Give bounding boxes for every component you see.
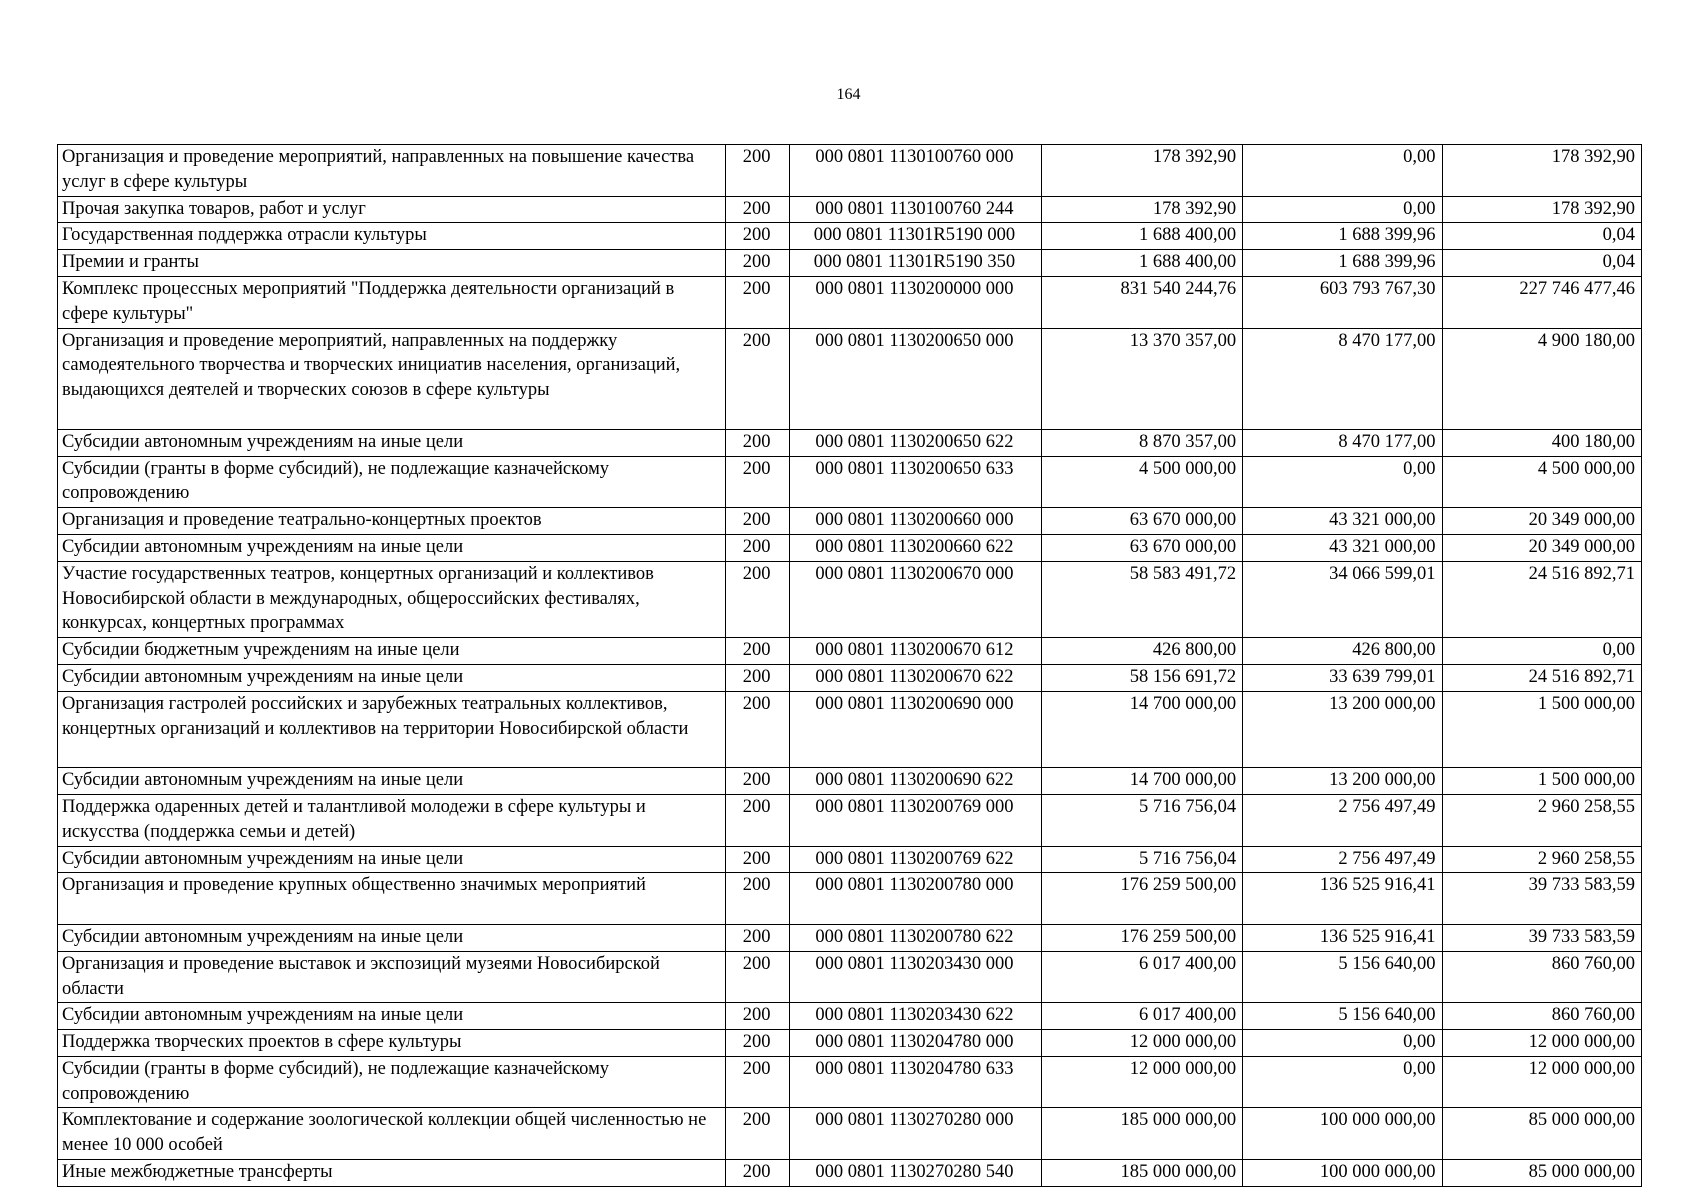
approved-amount-cell: 1 688 400,00 <box>1041 223 1243 250</box>
budget-classification-code-cell: 000 0801 1130100760 244 <box>790 196 1041 223</box>
approved-amount-cell: 58 583 491,72 <box>1041 561 1243 637</box>
unexecuted-amount-cell: 1 500 000,00 <box>1442 768 1641 795</box>
executed-amount-cell: 0,00 <box>1243 145 1442 197</box>
approved-amount-cell: 63 670 000,00 <box>1041 534 1243 561</box>
unexecuted-amount-cell: 860 760,00 <box>1442 1003 1641 1030</box>
table-row <box>58 794 1642 846</box>
unexecuted-amount-cell: 12 000 000,00 <box>1442 1030 1641 1057</box>
table-row <box>58 664 1642 691</box>
executed-amount-cell: 8 470 177,00 <box>1243 328 1442 429</box>
unexecuted-amount-cell: 12 000 000,00 <box>1442 1056 1641 1108</box>
budget-classification-code-cell: 000 0801 1130200650 622 <box>790 429 1041 456</box>
expense-name-cell: Субсидии бюджетным учреждениям на иные цели <box>58 638 726 665</box>
table-row <box>58 1160 1642 1187</box>
administrator-code-cell: 200 <box>725 508 789 535</box>
unexecuted-amount-cell: 227 746 477,46 <box>1442 276 1641 328</box>
executed-amount-cell: 43 321 000,00 <box>1243 508 1442 535</box>
approved-amount-cell: 6 017 400,00 <box>1041 951 1243 1003</box>
table-row <box>58 951 1642 1003</box>
unexecuted-amount-cell: 20 349 000,00 <box>1442 508 1641 535</box>
administrator-code-cell: 200 <box>725 145 789 197</box>
unexecuted-amount-cell: 85 000 000,00 <box>1442 1160 1641 1187</box>
budget-classification-code-cell: 000 0801 11301R5190 000 <box>790 223 1041 250</box>
executed-amount-cell: 136 525 916,41 <box>1243 924 1442 951</box>
approved-amount-cell: 176 259 500,00 <box>1041 924 1243 951</box>
expense-name-cell: Комплектование и содержание зоологической коллекции общей численностью не менее 10 000 особей <box>58 1108 726 1160</box>
approved-amount-cell: 6 017 400,00 <box>1041 1003 1243 1030</box>
table-row <box>58 328 1642 429</box>
executed-amount-cell: 1 688 399,96 <box>1243 223 1442 250</box>
unexecuted-amount-cell: 2 960 258,55 <box>1442 794 1641 846</box>
administrator-code-cell: 200 <box>725 924 789 951</box>
table-row <box>58 846 1642 873</box>
expense-name-cell: Субсидии автономным учреждениям на иные цели <box>58 768 726 795</box>
table-row <box>58 456 1642 508</box>
unexecuted-amount-cell: 4 900 180,00 <box>1442 328 1641 429</box>
approved-amount-cell: 63 670 000,00 <box>1041 508 1243 535</box>
unexecuted-amount-cell: 0,04 <box>1442 250 1641 277</box>
administrator-code-cell: 200 <box>725 328 789 429</box>
table-row <box>58 924 1642 951</box>
table-row <box>58 196 1642 223</box>
expense-name-cell: Организация и проведение мероприятий, направленных на поддержку самодеятельного творчества и творческих инициатив населения, организаций, выдающихся деятелей и творческих союзов в сфере культуры <box>58 328 726 429</box>
administrator-code-cell: 200 <box>725 1003 789 1030</box>
budget-classification-code-cell: 000 0801 1130270280 540 <box>790 1160 1041 1187</box>
table-row <box>58 429 1642 456</box>
administrator-code-cell: 200 <box>725 951 789 1003</box>
administrator-code-cell: 200 <box>725 691 789 767</box>
administrator-code-cell: 200 <box>725 276 789 328</box>
administrator-code-cell: 200 <box>725 846 789 873</box>
table-row <box>58 873 1642 925</box>
table-row <box>58 1003 1642 1030</box>
unexecuted-amount-cell: 39 733 583,59 <box>1442 873 1641 925</box>
expense-name-cell: Организация и проведение выставок и экспозиций музеями Новосибирской области <box>58 951 726 1003</box>
executed-amount-cell: 33 639 799,01 <box>1243 664 1442 691</box>
expense-name-cell: Субсидии автономным учреждениям на иные цели <box>58 1003 726 1030</box>
budget-classification-code-cell: 000 0801 1130200780 000 <box>790 873 1041 925</box>
table-row <box>58 250 1642 277</box>
executed-amount-cell: 0,00 <box>1243 196 1442 223</box>
approved-amount-cell: 8 870 357,00 <box>1041 429 1243 456</box>
unexecuted-amount-cell: 20 349 000,00 <box>1442 534 1641 561</box>
approved-amount-cell: 12 000 000,00 <box>1041 1056 1243 1108</box>
administrator-code-cell: 200 <box>725 873 789 925</box>
page-number: 164 <box>836 86 861 103</box>
administrator-code-cell: 200 <box>725 250 789 277</box>
executed-amount-cell: 13 200 000,00 <box>1243 691 1442 767</box>
table-body <box>58 145 1642 1187</box>
unexecuted-amount-cell: 39 733 583,59 <box>1442 924 1641 951</box>
approved-amount-cell: 831 540 244,76 <box>1041 276 1243 328</box>
executed-amount-cell: 5 156 640,00 <box>1243 1003 1442 1030</box>
expense-name-cell: Организация гастролей российских и зарубежных театральных коллективов, концертных организаций и коллективов на территории Новосибирской области <box>58 691 726 767</box>
unexecuted-amount-cell: 178 392,90 <box>1442 196 1641 223</box>
unexecuted-amount-cell: 85 000 000,00 <box>1442 1108 1641 1160</box>
approved-amount-cell: 13 370 357,00 <box>1041 328 1243 429</box>
administrator-code-cell: 200 <box>725 1030 789 1057</box>
expense-name-cell: Субсидии автономным учреждениям на иные цели <box>58 846 726 873</box>
administrator-code-cell: 200 <box>725 534 789 561</box>
budget-classification-code-cell: 000 0801 1130204780 633 <box>790 1056 1041 1108</box>
budget-execution-table <box>57 144 1642 1187</box>
expense-name-cell: Субсидии (гранты в форме субсидий), не подлежащие казначейскому сопровождению <box>58 456 726 508</box>
unexecuted-amount-cell: 24 516 892,71 <box>1442 664 1641 691</box>
unexecuted-amount-cell: 0,00 <box>1442 638 1641 665</box>
budget-classification-code-cell: 000 0801 1130200670 000 <box>790 561 1041 637</box>
executed-amount-cell: 603 793 767,30 <box>1243 276 1442 328</box>
executed-amount-cell: 426 800,00 <box>1243 638 1442 665</box>
table-row <box>58 508 1642 535</box>
budget-classification-code-cell: 000 0801 1130203430 000 <box>790 951 1041 1003</box>
executed-amount-cell: 34 066 599,01 <box>1243 561 1442 637</box>
table-row <box>58 638 1642 665</box>
executed-amount-cell: 136 525 916,41 <box>1243 873 1442 925</box>
budget-classification-code-cell: 000 0801 1130200000 000 <box>790 276 1041 328</box>
unexecuted-amount-cell: 2 960 258,55 <box>1442 846 1641 873</box>
approved-amount-cell: 426 800,00 <box>1041 638 1243 665</box>
table-row <box>58 768 1642 795</box>
administrator-code-cell: 200 <box>725 561 789 637</box>
budget-classification-code-cell: 000 0801 1130100760 000 <box>790 145 1041 197</box>
executed-amount-cell: 43 321 000,00 <box>1243 534 1442 561</box>
table-row <box>58 534 1642 561</box>
expense-name-cell: Субсидии (гранты в форме субсидий), не подлежащие казначейскому сопровождению <box>58 1056 726 1108</box>
budget-classification-code-cell: 000 0801 1130200780 622 <box>790 924 1041 951</box>
executed-amount-cell: 2 756 497,49 <box>1243 846 1442 873</box>
approved-amount-cell: 4 500 000,00 <box>1041 456 1243 508</box>
table-row <box>58 145 1642 197</box>
table-row <box>58 223 1642 250</box>
approved-amount-cell: 12 000 000,00 <box>1041 1030 1243 1057</box>
administrator-code-cell: 200 <box>725 664 789 691</box>
budget-classification-code-cell: 000 0801 1130270280 000 <box>790 1108 1041 1160</box>
executed-amount-cell: 5 156 640,00 <box>1243 951 1442 1003</box>
expense-name-cell: Субсидии автономным учреждениям на иные цели <box>58 429 726 456</box>
approved-amount-cell: 185 000 000,00 <box>1041 1108 1243 1160</box>
expense-name-cell: Субсидии автономным учреждениям на иные цели <box>58 924 726 951</box>
expense-name-cell: Организация и проведение мероприятий, направленных на повышение качества услуг в сфере культуры <box>58 145 726 197</box>
approved-amount-cell: 178 392,90 <box>1041 145 1243 197</box>
executed-amount-cell: 2 756 497,49 <box>1243 794 1442 846</box>
budget-classification-code-cell: 000 0801 1130200690 622 <box>790 768 1041 795</box>
budget-classification-code-cell: 000 0801 1130200660 000 <box>790 508 1041 535</box>
unexecuted-amount-cell: 400 180,00 <box>1442 429 1641 456</box>
approved-amount-cell: 178 392,90 <box>1041 196 1243 223</box>
administrator-code-cell: 200 <box>725 1056 789 1108</box>
table-row <box>58 561 1642 637</box>
unexecuted-amount-cell: 24 516 892,71 <box>1442 561 1641 637</box>
approved-amount-cell: 14 700 000,00 <box>1041 768 1243 795</box>
approved-amount-cell: 58 156 691,72 <box>1041 664 1243 691</box>
table-row <box>58 276 1642 328</box>
expense-name-cell: Поддержка творческих проектов в сфере культуры <box>58 1030 726 1057</box>
administrator-code-cell: 200 <box>725 768 789 795</box>
expense-name-cell: Государственная поддержка отрасли культуры <box>58 223 726 250</box>
approved-amount-cell: 14 700 000,00 <box>1041 691 1243 767</box>
unexecuted-amount-cell: 0,04 <box>1442 223 1641 250</box>
administrator-code-cell: 200 <box>725 1108 789 1160</box>
executed-amount-cell: 100 000 000,00 <box>1243 1160 1442 1187</box>
administrator-code-cell: 200 <box>725 638 789 665</box>
unexecuted-amount-cell: 1 500 000,00 <box>1442 691 1641 767</box>
budget-classification-code-cell: 000 0801 1130200769 000 <box>790 794 1041 846</box>
budget-classification-code-cell: 000 0801 1130200650 000 <box>790 328 1041 429</box>
executed-amount-cell: 13 200 000,00 <box>1243 768 1442 795</box>
administrator-code-cell: 200 <box>725 456 789 508</box>
table-row <box>58 691 1642 767</box>
unexecuted-amount-cell: 178 392,90 <box>1442 145 1641 197</box>
executed-amount-cell: 0,00 <box>1243 1056 1442 1108</box>
budget-classification-code-cell: 000 0801 11301R5190 350 <box>790 250 1041 277</box>
administrator-code-cell: 200 <box>725 429 789 456</box>
expense-name-cell: Прочая закупка товаров, работ и услуг <box>58 196 726 223</box>
table-row <box>58 1108 1642 1160</box>
budget-classification-code-cell: 000 0801 1130203430 622 <box>790 1003 1041 1030</box>
approved-amount-cell: 185 000 000,00 <box>1041 1160 1243 1187</box>
executed-amount-cell: 0,00 <box>1243 456 1442 508</box>
executed-amount-cell: 100 000 000,00 <box>1243 1108 1442 1160</box>
budget-classification-code-cell: 000 0801 1130200650 633 <box>790 456 1041 508</box>
administrator-code-cell: 200 <box>725 1160 789 1187</box>
approved-amount-cell: 5 716 756,04 <box>1041 794 1243 846</box>
table-row <box>58 1056 1642 1108</box>
administrator-code-cell: 200 <box>725 196 789 223</box>
unexecuted-amount-cell: 4 500 000,00 <box>1442 456 1641 508</box>
executed-amount-cell: 1 688 399,96 <box>1243 250 1442 277</box>
approved-amount-cell: 5 716 756,04 <box>1041 846 1243 873</box>
table-row <box>58 1030 1642 1057</box>
expense-name-cell: Поддержка одаренных детей и талантливой молодежи в сфере культуры и искусства (поддержка семьи и детей) <box>58 794 726 846</box>
expense-name-cell: Иные межбюджетные трансферты <box>58 1160 726 1187</box>
administrator-code-cell: 200 <box>725 223 789 250</box>
budget-classification-code-cell: 000 0801 1130200670 612 <box>790 638 1041 665</box>
budget-classification-code-cell: 000 0801 1130200670 622 <box>790 664 1041 691</box>
unexecuted-amount-cell: 860 760,00 <box>1442 951 1641 1003</box>
expense-name-cell: Организация и проведение крупных общественно значимых мероприятий <box>58 873 726 925</box>
expense-name-cell: Субсидии автономным учреждениям на иные цели <box>58 534 726 561</box>
budget-classification-code-cell: 000 0801 1130200690 000 <box>790 691 1041 767</box>
executed-amount-cell: 0,00 <box>1243 1030 1442 1057</box>
budget-classification-code-cell: 000 0801 1130204780 000 <box>790 1030 1041 1057</box>
administrator-code-cell: 200 <box>725 794 789 846</box>
expense-name-cell: Премии и гранты <box>58 250 726 277</box>
executed-amount-cell: 8 470 177,00 <box>1243 429 1442 456</box>
budget-classification-code-cell: 000 0801 1130200769 622 <box>790 846 1041 873</box>
expense-name-cell: Организация и проведение театрально-концертных проектов <box>58 508 726 535</box>
expense-name-cell: Комплекс процессных мероприятий "Поддержка деятельности организаций в сфере культуры" <box>58 276 726 328</box>
approved-amount-cell: 1 688 400,00 <box>1041 250 1243 277</box>
approved-amount-cell: 176 259 500,00 <box>1041 873 1243 925</box>
expense-name-cell: Участие государственных театров, концертных организаций и коллективов Новосибирской области в международных, общероссийских фестивалях, конкурсах, концертных программах <box>58 561 726 637</box>
budget-classification-code-cell: 000 0801 1130200660 622 <box>790 534 1041 561</box>
expense-name-cell: Субсидии автономным учреждениям на иные цели <box>58 664 726 691</box>
